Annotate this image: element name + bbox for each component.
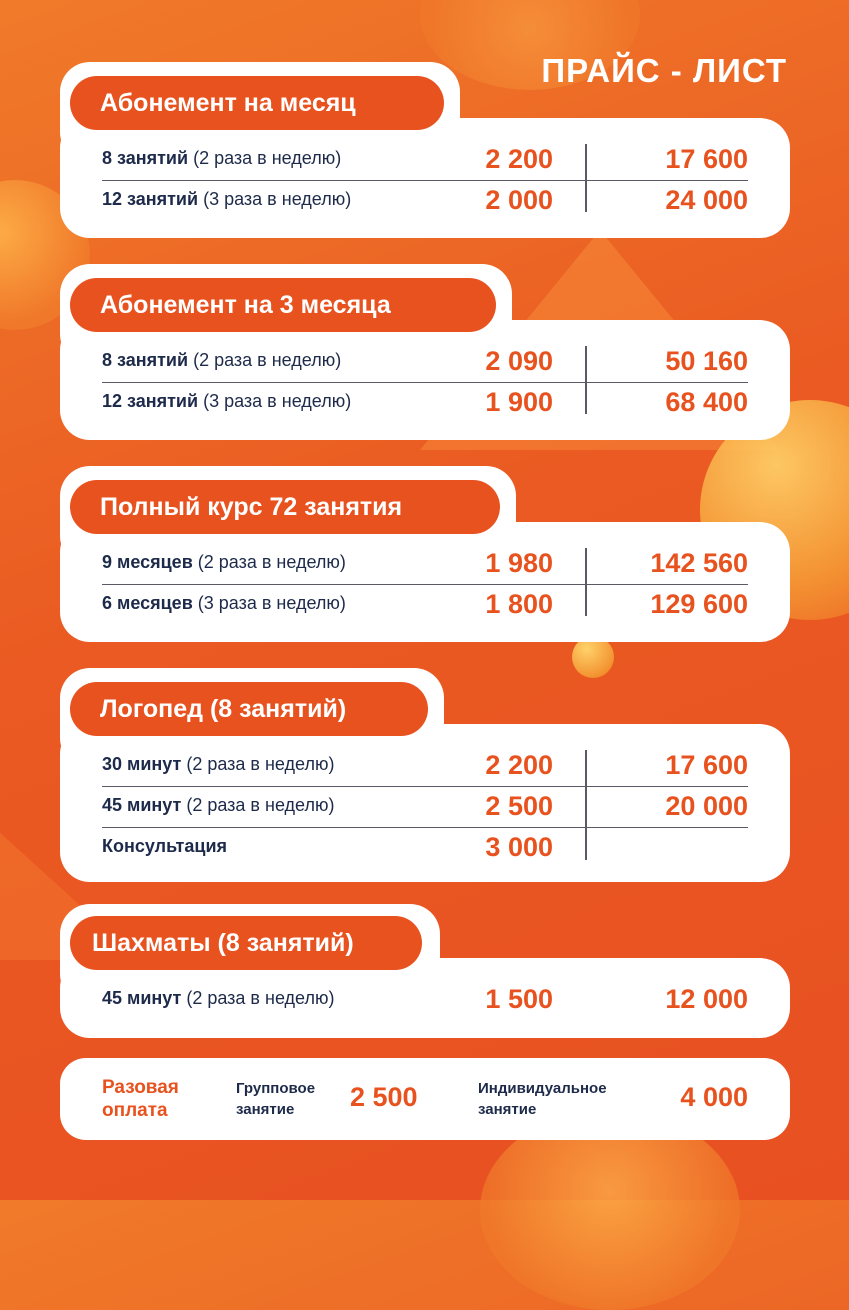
- price-per-lesson: 2 200: [485, 750, 553, 780]
- price-card-chess: [60, 958, 790, 1038]
- table-row: 12 занятий (3 раза в неделю) 1 900 68 400: [102, 387, 748, 417]
- single-payment-card: [60, 1058, 790, 1140]
- table-row: 9 месяцев (2 раза в неделю) 1 980 142 560: [102, 544, 748, 585]
- price-per-lesson: 2 200: [485, 144, 553, 174]
- price-per-lesson: 2 090: [485, 346, 553, 376]
- price-per-lesson: 1 980: [485, 548, 553, 578]
- price-total: 20 000: [665, 791, 748, 821]
- individual-lesson-label: Индивидуальное занятие: [478, 1080, 607, 1118]
- price-card-speech-therapist: [60, 724, 790, 882]
- decor-ball: [480, 1110, 740, 1310]
- section-title: Полный курс 72 занятия: [70, 480, 500, 534]
- decor-ball: [572, 636, 614, 678]
- table-row: 8 занятий (2 раза в неделю) 2 200 17 600: [102, 140, 748, 181]
- table-row: 45 минут (2 раза в неделю) 2 500 20 000: [102, 787, 748, 828]
- price-total: 12 000: [665, 984, 748, 1014]
- section-title: Абонемент на месяц: [70, 76, 444, 130]
- price-card-3-months: [60, 320, 790, 440]
- price-total: 17 600: [665, 144, 748, 174]
- price-per-lesson: 2 000: [485, 185, 553, 215]
- price-total: 142 560: [650, 548, 748, 578]
- single-payment-label: Разовая оплата: [102, 1077, 179, 1121]
- price-total: 17 600: [665, 750, 748, 780]
- section-title: Шахматы (8 занятий): [70, 916, 422, 970]
- price-per-lesson: 1 900: [485, 387, 553, 417]
- group-lesson-label: Групповое занятие: [236, 1080, 316, 1118]
- price-per-lesson: 3 000: [485, 832, 553, 862]
- table-row: 12 занятий (3 раза в неделю) 2 000 24 000: [102, 185, 748, 215]
- price-total: 129 600: [650, 589, 748, 619]
- price-per-lesson: 2 500: [485, 791, 553, 821]
- price-card-month: [60, 118, 790, 238]
- table-row: 45 минут (2 раза в неделю) 1 500 12 000: [102, 984, 748, 1014]
- group-lesson-price: 2 500: [350, 1082, 418, 1112]
- table-row: 30 минут (2 раза в неделю) 2 200 17 600: [102, 746, 748, 787]
- price-total: 24 000: [665, 185, 748, 215]
- section-title: Абонемент на 3 месяца: [70, 278, 496, 332]
- price-per-lesson: 1 500: [485, 984, 553, 1014]
- price-per-lesson: 1 800: [485, 589, 553, 619]
- table-row: 6 месяцев (3 раза в неделю) 1 800 129 600: [102, 589, 748, 619]
- price-total: 50 160: [665, 346, 748, 376]
- individual-lesson-price: 4 000: [680, 1082, 748, 1112]
- table-row: 8 занятий (2 раза в неделю) 2 090 50 160: [102, 342, 748, 383]
- section-title: Логопед (8 занятий): [70, 682, 428, 736]
- price-total: 68 400: [665, 387, 748, 417]
- price-card-full-course: [60, 522, 790, 642]
- table-row: Консультация 3 000: [102, 832, 553, 862]
- page-title: ПРАЙС - ЛИСТ: [541, 52, 787, 89]
